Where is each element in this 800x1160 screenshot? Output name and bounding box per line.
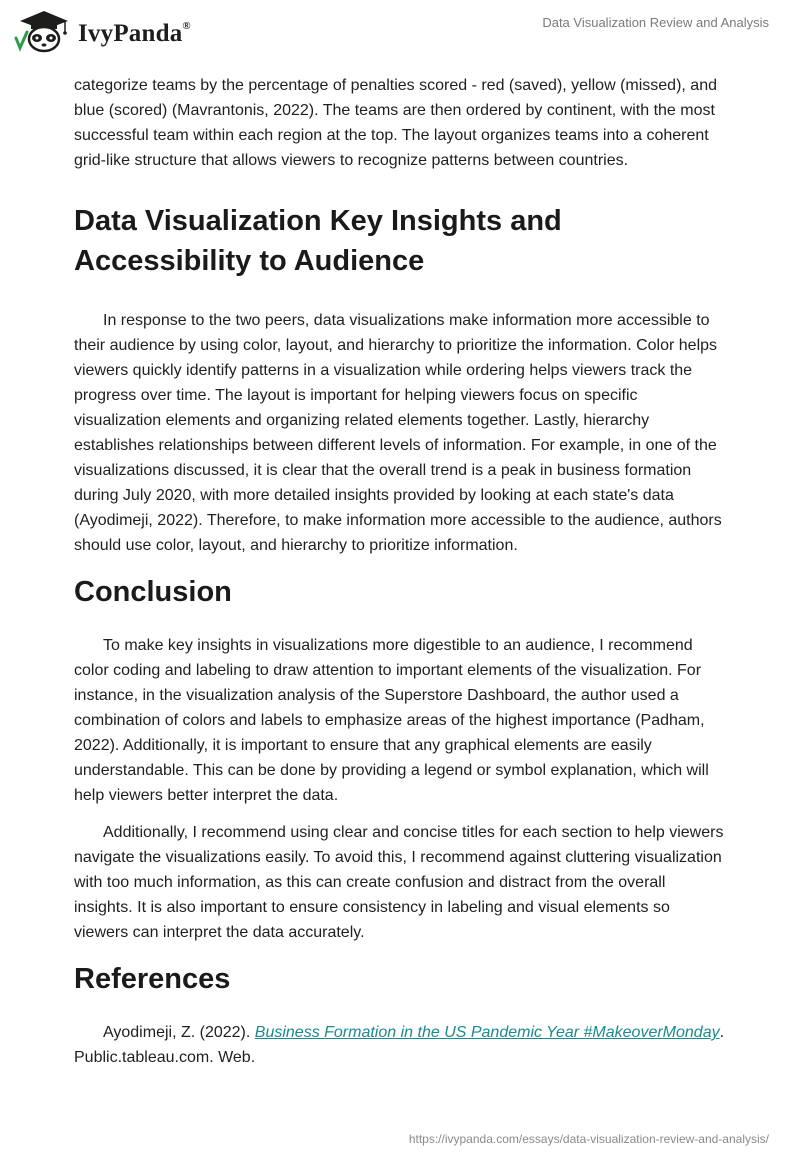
essay-content bbox=[74, 73, 728, 1070]
reference-source: . Public.tableau.com. Web. bbox=[74, 1024, 725, 1066]
page-header bbox=[0, 0, 800, 70]
reference-entry bbox=[74, 1020, 728, 1070]
brand-name[interactable]: IvyPanda® bbox=[78, 19, 191, 47]
ivypanda-logo-icon[interactable] bbox=[14, 8, 72, 54]
reference-title-link[interactable]: Business Formation in the US Pandemic Year #MakeoverMonday bbox=[254, 1024, 720, 1041]
insights-paragraph: In response to the two peers, data visualizations make information more accessible to their audience by using color, layout, and hierarchy to prioritize the information. Color helps viewers quickly identify patterns in a visualization while ordering helps viewers track the progress over time. The layout is important for helping viewers focus on specific visualization elements and organizing related elements together. Lastly, hierarchy establishes relationships between different levels of information. For example, in one of the visualizations discussed, it is clear that the overall trend is a peak in business formation during July 2020, with more detailed insights provided by looking at each state's data (Ayodimeji, 2022). Therefore, to make information more accessible to the audience, authors should use color, layout, and hierarchy to prioritize information. bbox=[74, 312, 722, 554]
insights-heading: Data Visualization Key Insights and Accessibility to Audience bbox=[74, 205, 562, 277]
reference-author-year: Ayodimeji, Z. (2022). bbox=[103, 1024, 255, 1041]
conclusion-paragraph-1: To make key insights in visualizations more digestible to an audience, I recommend color coding and labeling to draw attention to important elements of the visualization. For instance, in the visualization analysis of the Superstore Dashboard, the author used a combination of colors and labels to emphasize areas of the highest importance (Padham, 2022). Additionally, it is important to ensure that any graphical elements are easily understandable. This can be done by providing a legend or symbol explanation, which will help viewers better interpret the data. bbox=[74, 637, 709, 804]
footer-url[interactable]: https://ivypanda.com/essays/data-visualization-review-and-analysis/ bbox=[408, 1132, 769, 1146]
document-title: Data Visualization Review and Analysis bbox=[542, 15, 769, 30]
intro-paragraph: categorize teams by the percentage of penalties scored - red (saved), yellow (missed), and blue (scored) (Mavrantonis, 2022). The teams are then ordered by continent, with the most successful team within each region at the top. The layout organizes teams into a coherent grid-like structure that allows viewers to recognize patterns between countries. bbox=[74, 77, 717, 169]
references-heading: References bbox=[74, 963, 231, 995]
conclusion-paragraph-2: Additionally, I recommend using clear and concise titles for each section to help viewers navigate the visualizations easily. To avoid this, I recommend against cluttering visualization with too much information, as this can create confusion and distract from the overall insights. It is also important to ensure consistency in labeling and visual elements so viewers can interpret the data accurately. bbox=[74, 824, 724, 941]
conclusion-heading: Conclusion bbox=[74, 576, 232, 608]
registered-mark: ® bbox=[182, 19, 191, 32]
